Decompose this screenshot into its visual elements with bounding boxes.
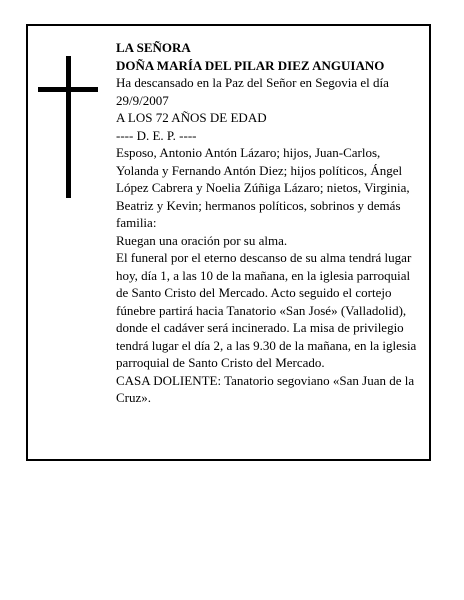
house-line: CASA DOLIENTE: Tanatorio segoviano «San Juan de la Cruz». bbox=[116, 372, 415, 405]
family-list: Esposo, Antonio Antón Lázaro; hijos, Juan-Carlos, Yolanda y Fernando Antón Diez; hijos políticos, Ángel López Cabrera y Noelia Zúñiga Lázaro; nietos, Virginia, Beatriz y Kevin; hermanos políticos, sobrinos y demás familia: bbox=[116, 145, 410, 230]
cross-icon bbox=[38, 56, 98, 198]
notice-title: LA SEÑORA bbox=[116, 40, 191, 55]
prayer-line: Ruegan una oración por su alma. bbox=[116, 232, 288, 248]
death-statement: Ha descansado en la Paz del Señor en Segovia el día 29/9/2007 bbox=[116, 75, 389, 108]
deceased-name: DOÑA MARÍA DEL PILAR DIEZ ANGUIANO bbox=[116, 57, 385, 73]
age-line: A LOS 72 AÑOS DE EDAD bbox=[116, 110, 267, 125]
funeral-details: El funeral por el eterno descanso de su alma tendrá lugar hoy, día 1, a las 10 de la mañana, en la iglesia parroquial de Santo Cristo del Mercado. Acto seguido el cortejo fúnebre partirá hacia Tanatorio «San José» (Valladolid), donde el cadáver será incinerado. La misa de privilegio tendrá lugar el día 2, a las 9.30 de la mañana, en la iglesia parroquial de Santo Cristo del Mercado. bbox=[116, 250, 417, 370]
cross-vertical-bar bbox=[66, 56, 71, 198]
cross-horizontal-bar bbox=[38, 87, 98, 92]
obituary-notice bbox=[26, 24, 431, 461]
notice-text bbox=[116, 39, 422, 407]
rip-line: ---- D. E. P. ---- bbox=[116, 127, 197, 143]
